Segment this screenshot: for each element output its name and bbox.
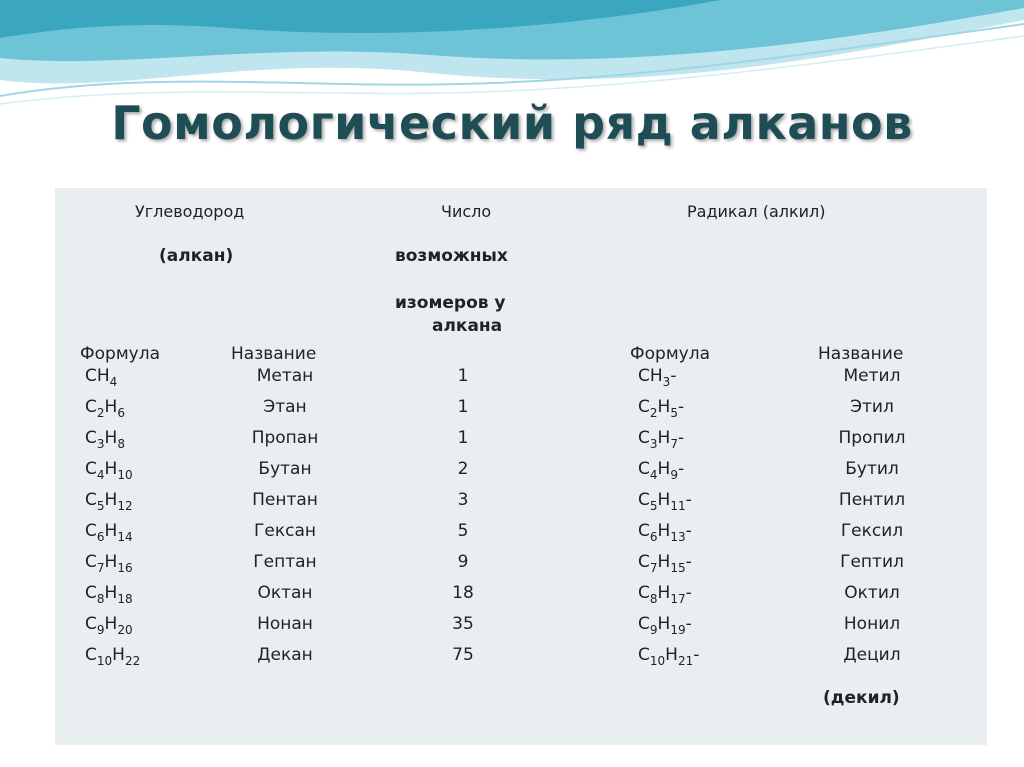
formula-c-count: 8 [649,592,658,606]
formula-h: H [104,583,118,603]
formula-dash: - [685,490,692,510]
alkane-name: Метан [256,366,314,386]
formula-dash: - [677,428,685,448]
formula-h: H [657,583,671,603]
formula-c-count: 9 [649,623,658,637]
formula-h: H [657,521,671,541]
formula-c-count: 3 [649,437,658,451]
formula-h: H [104,459,118,479]
formula-h: H [657,614,671,634]
radical-name: Бутил [845,459,899,479]
isomer-count: 1 [457,428,469,448]
formula-c: C [85,614,97,634]
header-name-alkane: Название [231,344,317,364]
formula-h-count: 3 [662,375,671,389]
alkane-formula [85,614,133,637]
formula-c-count: 9 [96,623,105,637]
radical-name: Нонил [843,614,901,634]
formula-h: H [649,366,663,386]
isomer-count: 18 [452,583,474,603]
formula-h-count: 7 [670,437,678,451]
radical-name: Этил [850,397,894,417]
alkane-name: Пропан [251,428,319,448]
alkane-formula [85,366,118,389]
slide-title: Гомологический ряд алканов [111,96,913,150]
formula-c-count: 10 [649,654,666,668]
formula-h: H [657,397,671,417]
radical-formula [638,645,700,668]
radical-name: Гексил [840,521,904,541]
formula-c-count: 2 [649,406,658,420]
formula-h-count: 6 [117,406,125,420]
isomer-count: 5 [457,521,469,541]
formula-c: C [85,490,97,510]
alkane-name: Октан [257,583,313,603]
formula-dash: - [685,521,692,541]
formula-h-count: 15 [670,561,686,575]
isomer-count: 2 [457,459,469,479]
formula-h: H [104,397,118,417]
formula-h-count: 21 [677,654,694,668]
formula-h: H [104,521,118,541]
formula-h-count: 9 [670,468,678,482]
formula-c-count: 10 [96,654,113,668]
formula-c: C [85,645,97,665]
formula-c-count: 8 [96,592,105,606]
header-formula-alkane: Формула [80,344,160,364]
radical-formula [638,366,677,389]
radical-formula [638,397,685,420]
radical-name: Пропил [838,428,906,448]
formula-c-count: 2 [96,406,105,420]
formula-h: H [657,459,671,479]
formula-c: C [638,645,650,665]
header-radical: Радикал (алкил) [687,202,826,221]
formula-h-count: 5 [670,406,678,420]
alkane-formula [85,490,133,513]
header-name-radical: Название [818,344,904,364]
alkane-name: Этан [263,397,307,417]
alkane-name: Бутан [258,459,312,479]
radical-name: Децил [843,645,901,665]
header-hydrocarbon: Углеводород [135,202,245,221]
formula-h: H [112,645,125,665]
alkane-name: Декан [257,645,313,665]
radical-name: Пентил [838,490,906,510]
formula-h: H [104,614,118,634]
formula-h-count: 10 [117,468,133,482]
isomer-count: 9 [457,552,469,572]
formula-h-count: 14 [117,530,133,544]
alkane-formula [85,552,133,575]
isomer-count: 35 [452,614,474,634]
formula-c: C [85,583,97,603]
formula-dash: - [685,583,692,603]
formula-c-count: 7 [649,561,658,575]
alkane-formula [85,521,133,544]
isomer-count: 1 [457,366,469,386]
formula-dash: - [685,614,692,634]
formula-c: C [85,428,97,448]
formula-c: C [638,490,650,510]
radical-formula [638,583,692,606]
formula-c-count: 4 [649,468,658,482]
formula-c: C [638,552,650,572]
radical-formula [638,490,692,513]
radical-formula [638,552,692,575]
alkane-name: Нонан [257,614,313,634]
formula-c-count: 5 [649,499,658,513]
formula-c-count: 6 [649,530,658,544]
formula-c: C [638,583,650,603]
formula-h: H [104,428,118,448]
formula-h-count: 16 [117,561,133,575]
alkane-name: Гептан [253,552,317,572]
alkane-formula [85,583,133,606]
formula-h-count: 4 [109,375,118,389]
header-formula-radical: Формула [630,344,710,364]
alkane-formula [85,645,141,668]
header-number: Число [441,202,492,221]
formula-h-count: 17 [670,592,686,606]
radical-name: Метил [843,366,901,386]
radical-formula [638,428,685,451]
formula-c: C [85,552,97,572]
formula-c: C [638,397,650,417]
formula-h-count: 13 [670,530,686,544]
formula-dash: - [693,645,700,665]
header-alkane: (алкан) [159,246,234,266]
formula-h: H [657,428,671,448]
formula-h: H [96,366,110,386]
footnote-decyl: (декил) [823,688,900,708]
formula-c: C [85,397,97,417]
formula-h-count: 22 [124,654,141,668]
radical-name: Гептил [840,552,904,572]
header-possible: возможных [395,246,508,266]
formula-c-count: 3 [96,437,105,451]
formula-c-count: 6 [96,530,105,544]
alkane-formula [85,428,125,451]
formula-h-count: 19 [670,623,686,637]
formula-h: H [665,645,678,665]
formula-c: C [85,521,97,541]
radical-formula [638,459,685,482]
alkane-formula [85,459,133,482]
formula-h-count: 11 [670,499,686,513]
radical-name: Октил [844,583,900,603]
formula-c: C [85,366,97,386]
formula-c: C [638,366,650,386]
formula-dash: - [685,552,692,572]
formula-c: C [638,459,650,479]
isomer-count: 1 [457,397,469,417]
alkane-name: Пентан [252,490,318,510]
isomer-count: 3 [457,490,469,510]
formula-h: H [657,552,671,572]
formula-h: H [657,490,671,510]
radical-formula [638,614,692,637]
formula-h-count: 12 [117,499,133,513]
formula-c: C [638,521,650,541]
alkane-name: Гексан [254,521,316,541]
formula-c-count: 5 [96,499,105,513]
formula-dash: - [670,366,677,386]
formula-h: H [104,490,118,510]
formula-h-count: 20 [117,623,133,637]
formula-h-count: 8 [117,437,125,451]
alkanes-table [55,188,987,745]
formula-dash: - [677,397,685,417]
formula-c-count: 4 [96,468,105,482]
formula-c-count: 7 [96,561,105,575]
formula-h: H [104,552,118,572]
header-of-alkane: алкана [432,316,503,336]
formula-c: C [638,428,650,448]
header-isomers: изомеров у [395,293,506,313]
alkane-formula [85,397,125,420]
formula-h-count: 18 [117,592,133,606]
isomer-count: 75 [452,645,474,665]
radical-formula [638,521,692,544]
formula-c: C [638,614,650,634]
formula-dash: - [677,459,685,479]
formula-c: C [85,459,97,479]
